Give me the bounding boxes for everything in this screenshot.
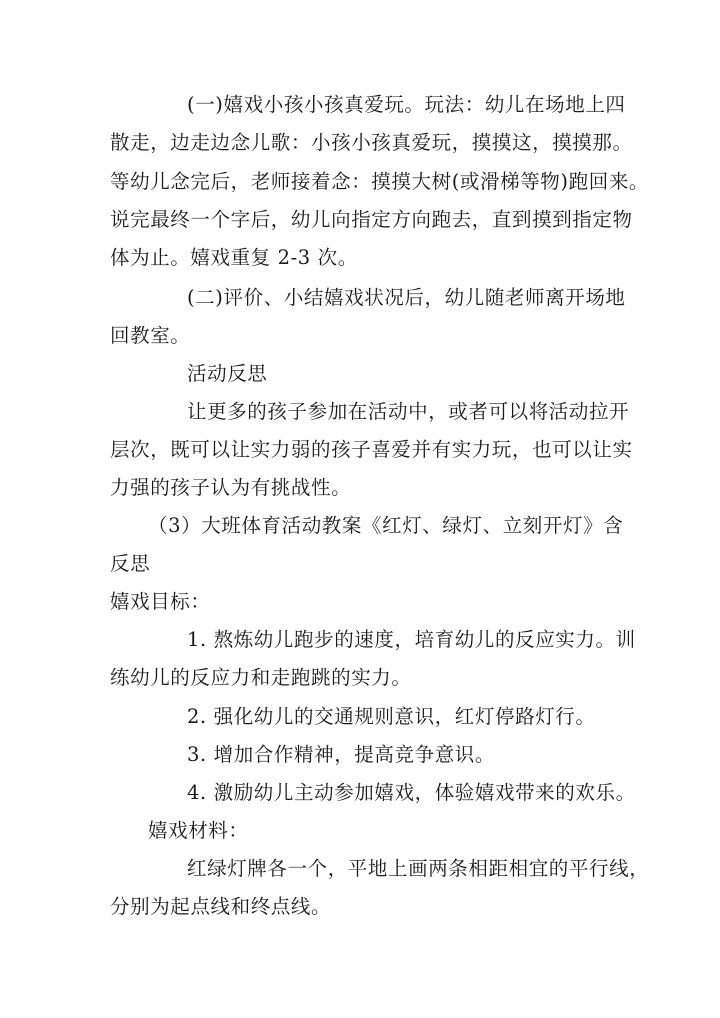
- section-title: （3）大班体育活动教案《红灯、绿灯、立刻开灯》含: [148, 514, 624, 537]
- text-line: 体为止。嬉戏重复 2-3 次。: [110, 246, 358, 269]
- list-item: 2. 强化幼儿的交通规则意识，红灯停路灯行。: [187, 705, 596, 728]
- text-line: 散走，边走边念儿歌：小孩小孩真爱玩，摸摸这，摸摸那。: [110, 131, 633, 154]
- list-item: 1. 熬炼幼儿跑步的速度，培育幼儿的反应实力。训: [187, 628, 636, 651]
- section-heading: 活动反思: [187, 362, 268, 385]
- text-line: (一)嬉戏小孩小孩真爱玩。玩法：幼儿在场地上四: [187, 93, 626, 116]
- text-line: 说完最终一个字后，幼儿向指定方向跑去，直到摸到指定物: [110, 208, 633, 231]
- text-line: 层次，既可以让实力弱的孩子喜爱并有实力玩，也可以让实: [110, 438, 633, 461]
- section-heading: 嬉戏目标：: [110, 590, 211, 613]
- section-heading: 嬉戏材料：: [148, 819, 249, 842]
- text-line: 红绿灯牌各一个，平地上画两条相距相宜的平行线，: [187, 857, 650, 880]
- text-line: (二)评价、小结嬉戏状况后，幼儿随老师离开场地: [187, 286, 626, 309]
- section-title: 反思: [110, 552, 151, 575]
- text-line: 力强的孩子认为有挑战性。: [110, 476, 352, 499]
- text-line: 回教室。: [110, 324, 191, 347]
- text-line: 等幼儿念完后，老师接着念：摸摸大树(或滑梯等物)跑回来。: [110, 170, 650, 193]
- text-line: 分别为起点线和终点线。: [110, 895, 332, 918]
- list-item: 3. 增加合作精神，提高竞争意识。: [187, 743, 496, 766]
- list-item: 4. 激励幼儿主动参加嬉戏，体验嬉戏带来的欢乐。: [187, 781, 636, 804]
- text-line: 让更多的孩子参加在活动中，或者可以将活动拉开: [187, 400, 630, 423]
- text-line: 练幼儿的反应力和走跑跳的实力。: [110, 666, 412, 689]
